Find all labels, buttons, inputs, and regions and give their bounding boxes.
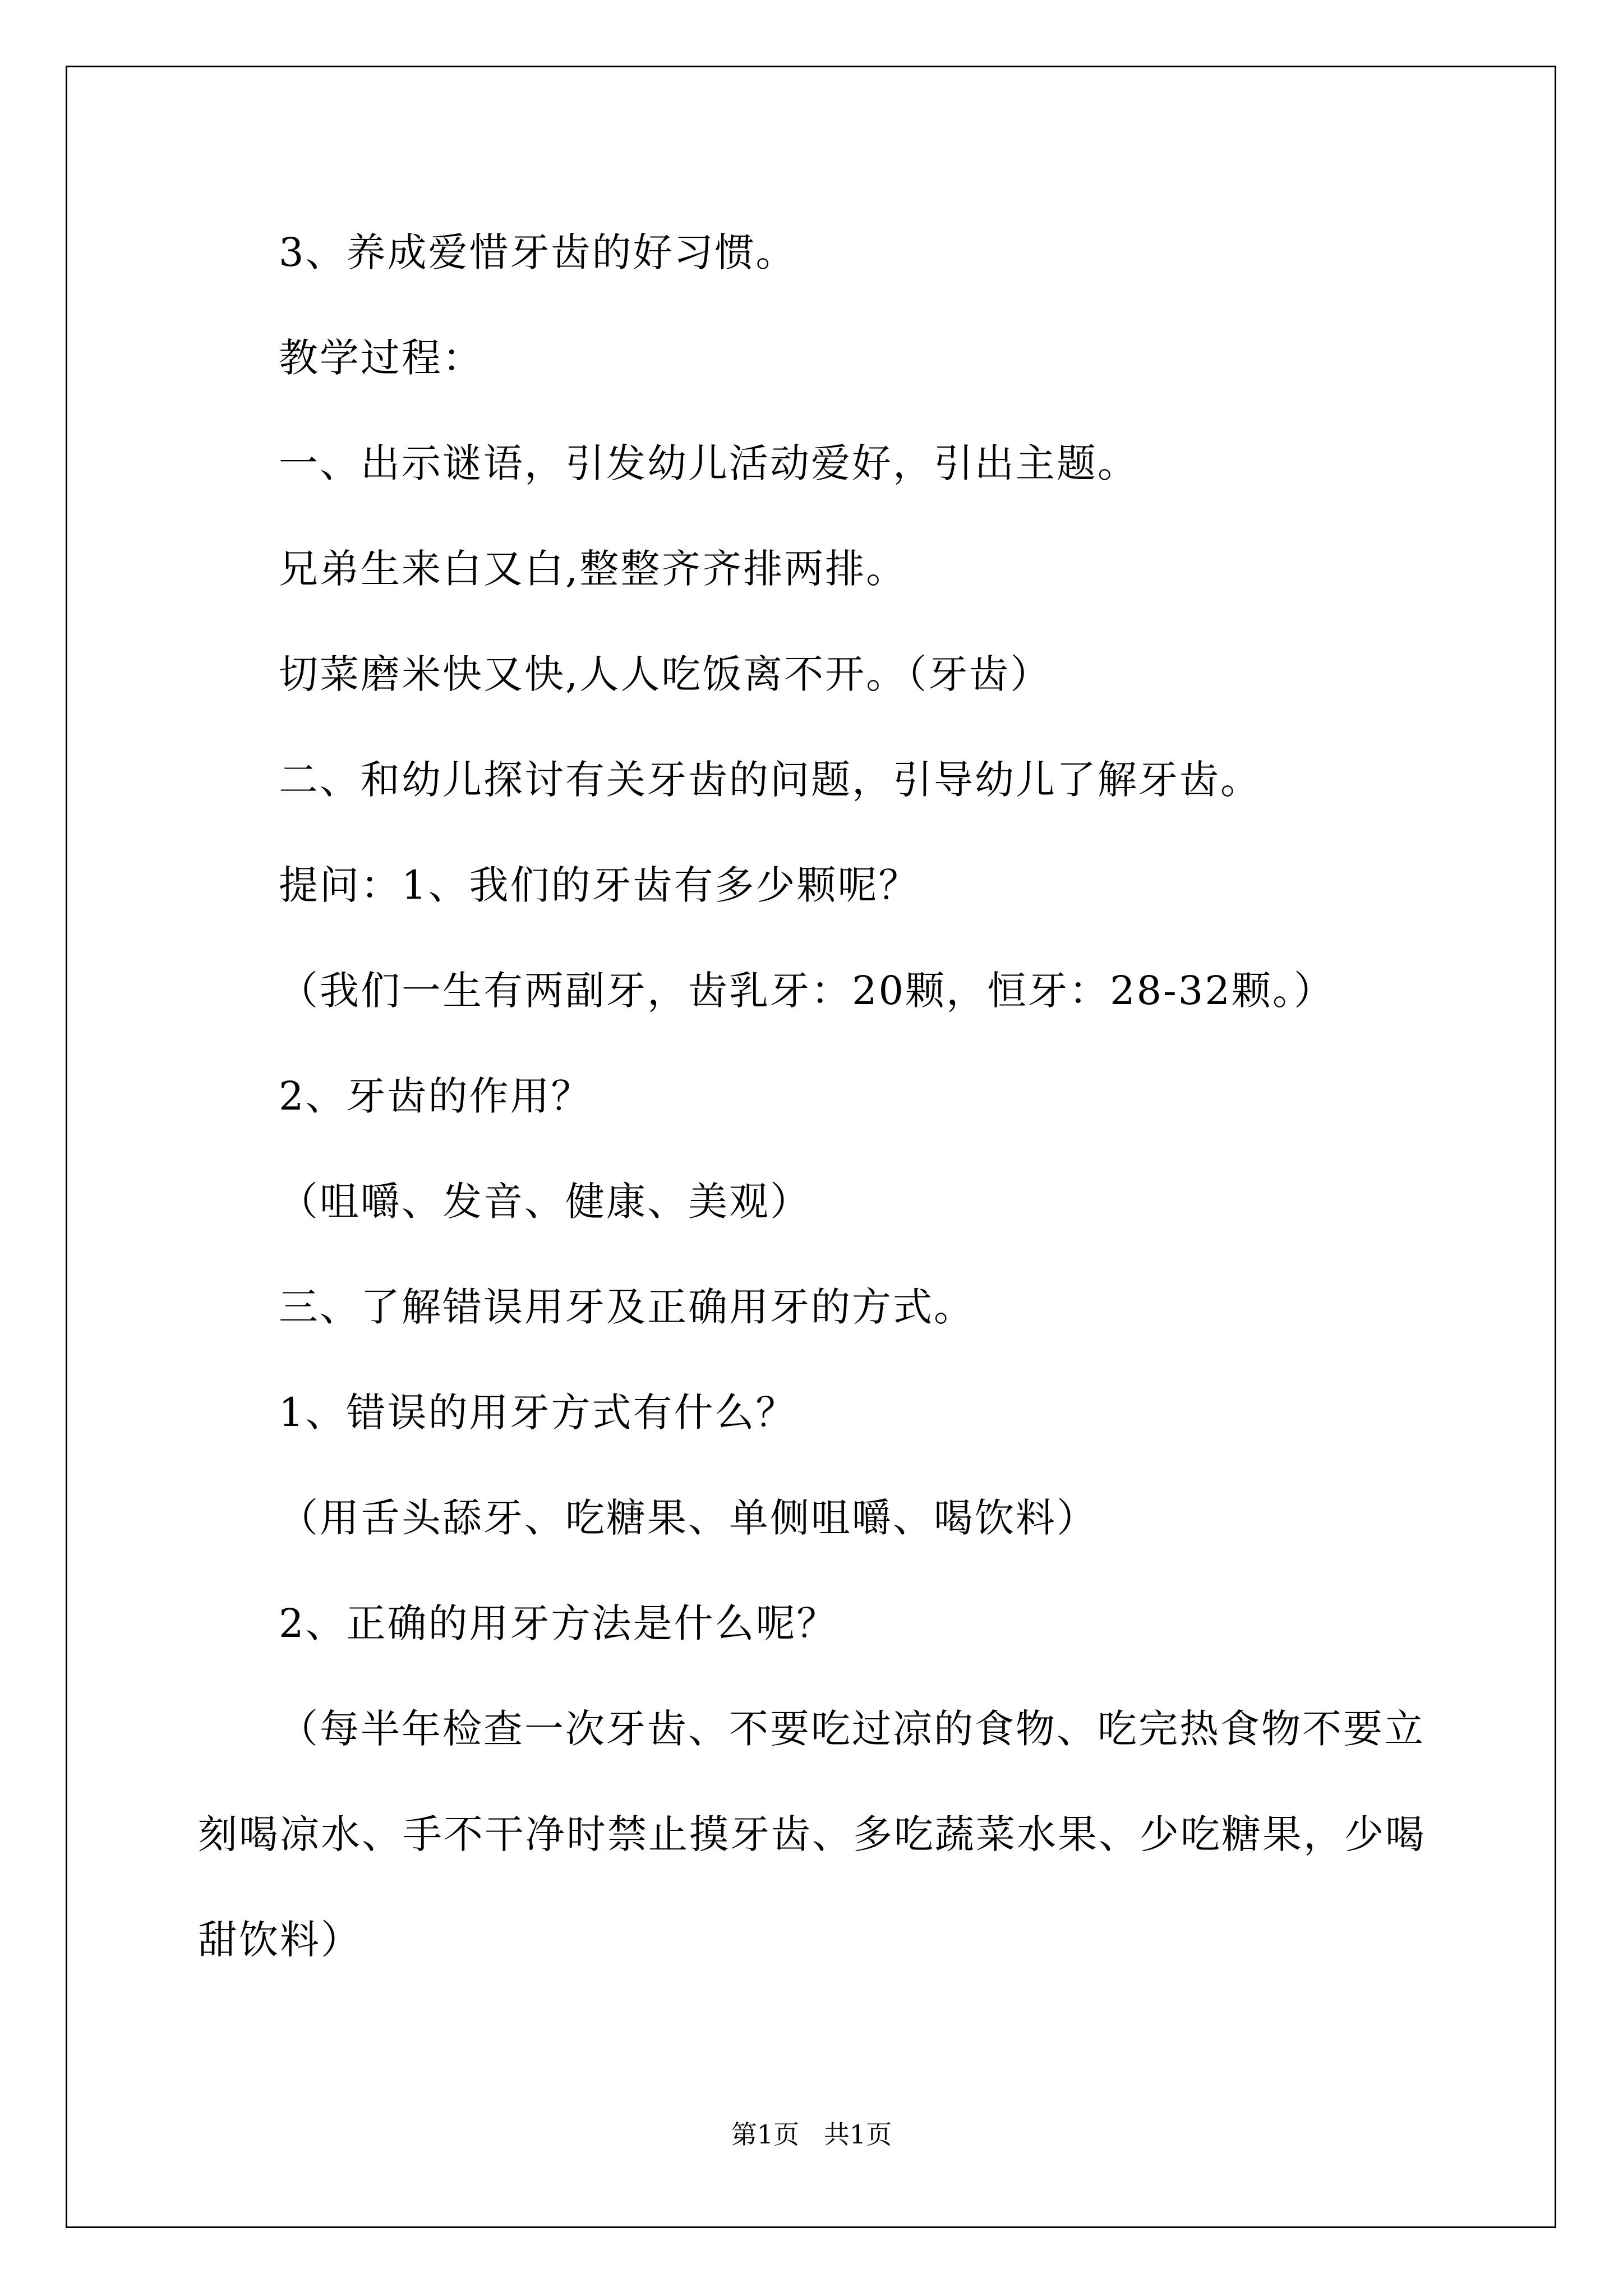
text-line-6: 二、和幼儿探讨有关牙齿的问题，引导幼儿了解牙齿。: [279, 757, 1261, 803]
text-line-3: 一、出示谜语，引发幼儿活动爱好，引出主题。: [279, 440, 1138, 486]
page-footer: 第1页 共1页: [731, 2119, 892, 2150]
text-line-1: 3、养成爱惜牙齿的好习惯。: [279, 229, 797, 275]
text-line-11: 三、了解错误用牙及正确用牙的方式。: [279, 1284, 975, 1330]
text-line-5: 切菜磨米快又快,人人吃饭离不开。（牙齿）: [279, 651, 1052, 697]
text-line-13: （用舌头舔牙、吃糖果、单侧咀嚼、喝饮料）: [279, 1495, 1098, 1541]
text-line-2: 教学过程：: [279, 335, 483, 381]
text-line-14: 2、正确的用牙方法是什么呢？: [279, 1600, 838, 1646]
text-line-17: 甜饮料）: [198, 1917, 362, 1963]
text-line-8: （我们一生有两副牙，齿乳牙：20颗，恒牙：28-32颗。）: [279, 968, 1335, 1014]
text-line-9: 2、牙齿的作用？: [279, 1073, 592, 1119]
page-border: [66, 66, 1556, 2228]
text-line-4: 兄弟生来白又白,整整齐齐排两排。: [279, 546, 907, 592]
text-line-10: （咀嚼、发音、健康、美观）: [279, 1179, 811, 1225]
text-line-16: 刻喝凉水、手不干净时禁止摸牙齿、多吃蔬菜水果、少吃糖果，少喝: [198, 1811, 1426, 1857]
text-line-12: 1、错误的用牙方式有什么？: [279, 1389, 797, 1435]
text-line-7: 提问：1、我们的牙齿有多少颗呢？: [279, 862, 920, 908]
text-line-15: （每半年检查一次牙齿、不要吃过凉的食物、吃完热食物不要立: [279, 1706, 1425, 1752]
